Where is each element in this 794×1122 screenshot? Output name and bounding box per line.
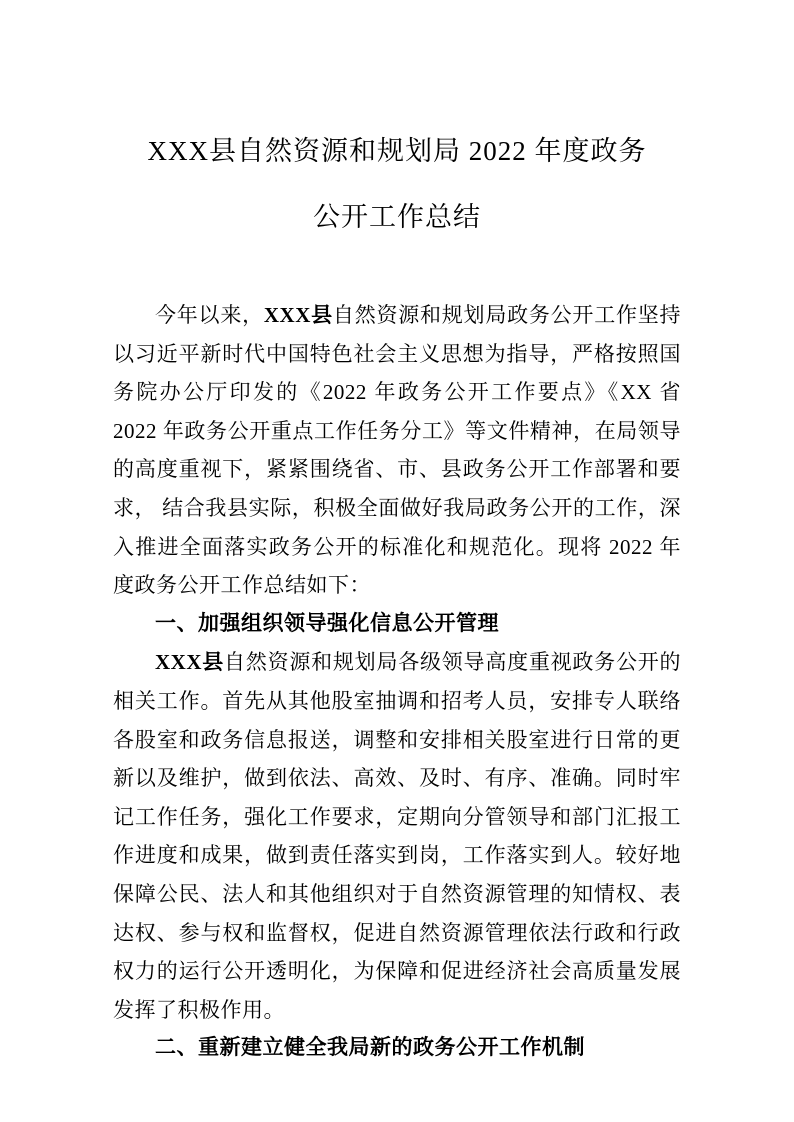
text-run: 自然资源和规划局政务公开工作坚持以习近平新时代中国特色社会主义思想为指导，严格按照国务院办公厅印发的《2022 年政务公开工作要点》《XX 省 2022 年政务公开重点工作任务分工》等文件精神，在局领导的高度重视下，紧紧围绕省、市、县政务公开工作部署和要求， 结合我县实际，积极全面做好我局政务公开的工作，深入推进全面落实政务公开的标准化和规范化。现将 2022 年度政务公开工作总结如下： xyxy=(113,303,682,598)
body-paragraph xyxy=(113,296,681,605)
section-heading: 二、重新建立健全我局新的政务公开工作机制 xyxy=(155,1036,585,1060)
document-title-line-2: 公开工作总结 xyxy=(313,202,481,232)
body-paragraph xyxy=(113,643,681,1029)
placeholder-name-run: XXX县 xyxy=(155,650,225,675)
document-body xyxy=(113,296,681,1068)
text-run: 自然资源和规划局各级领导高度重视政务公开的相关工作。首先从其他股室抽调和招考人员，安排专人联络各股室和政务信息报送，调整和安排相关股室进行日常的更新以及维护，做到依法、高效、及时、有序、准确。同时牢记工作任务，强化工作要求，定期向分管领导和部门汇报工作进度和成果，做到责任落实到岗，工作落实到人。较好地保障公民、法人和其他组织对于自然资源管理的知情权、表达权、参与权和监督权，促进自然资源管理依法行政和行政权力的运行公开透明化，为保障和促进经济社会高质量发展发挥了积极作用。 xyxy=(113,650,681,1022)
document-title xyxy=(113,118,681,250)
text-run: 今年以来， xyxy=(155,303,264,327)
document-title-line-1: XXX县自然资源和规划局 2022 年度政务 xyxy=(147,136,647,166)
section-heading: 一、加强组织领导强化信息公开管理 xyxy=(155,611,499,635)
placeholder-name-run: XXX县 xyxy=(263,303,333,327)
